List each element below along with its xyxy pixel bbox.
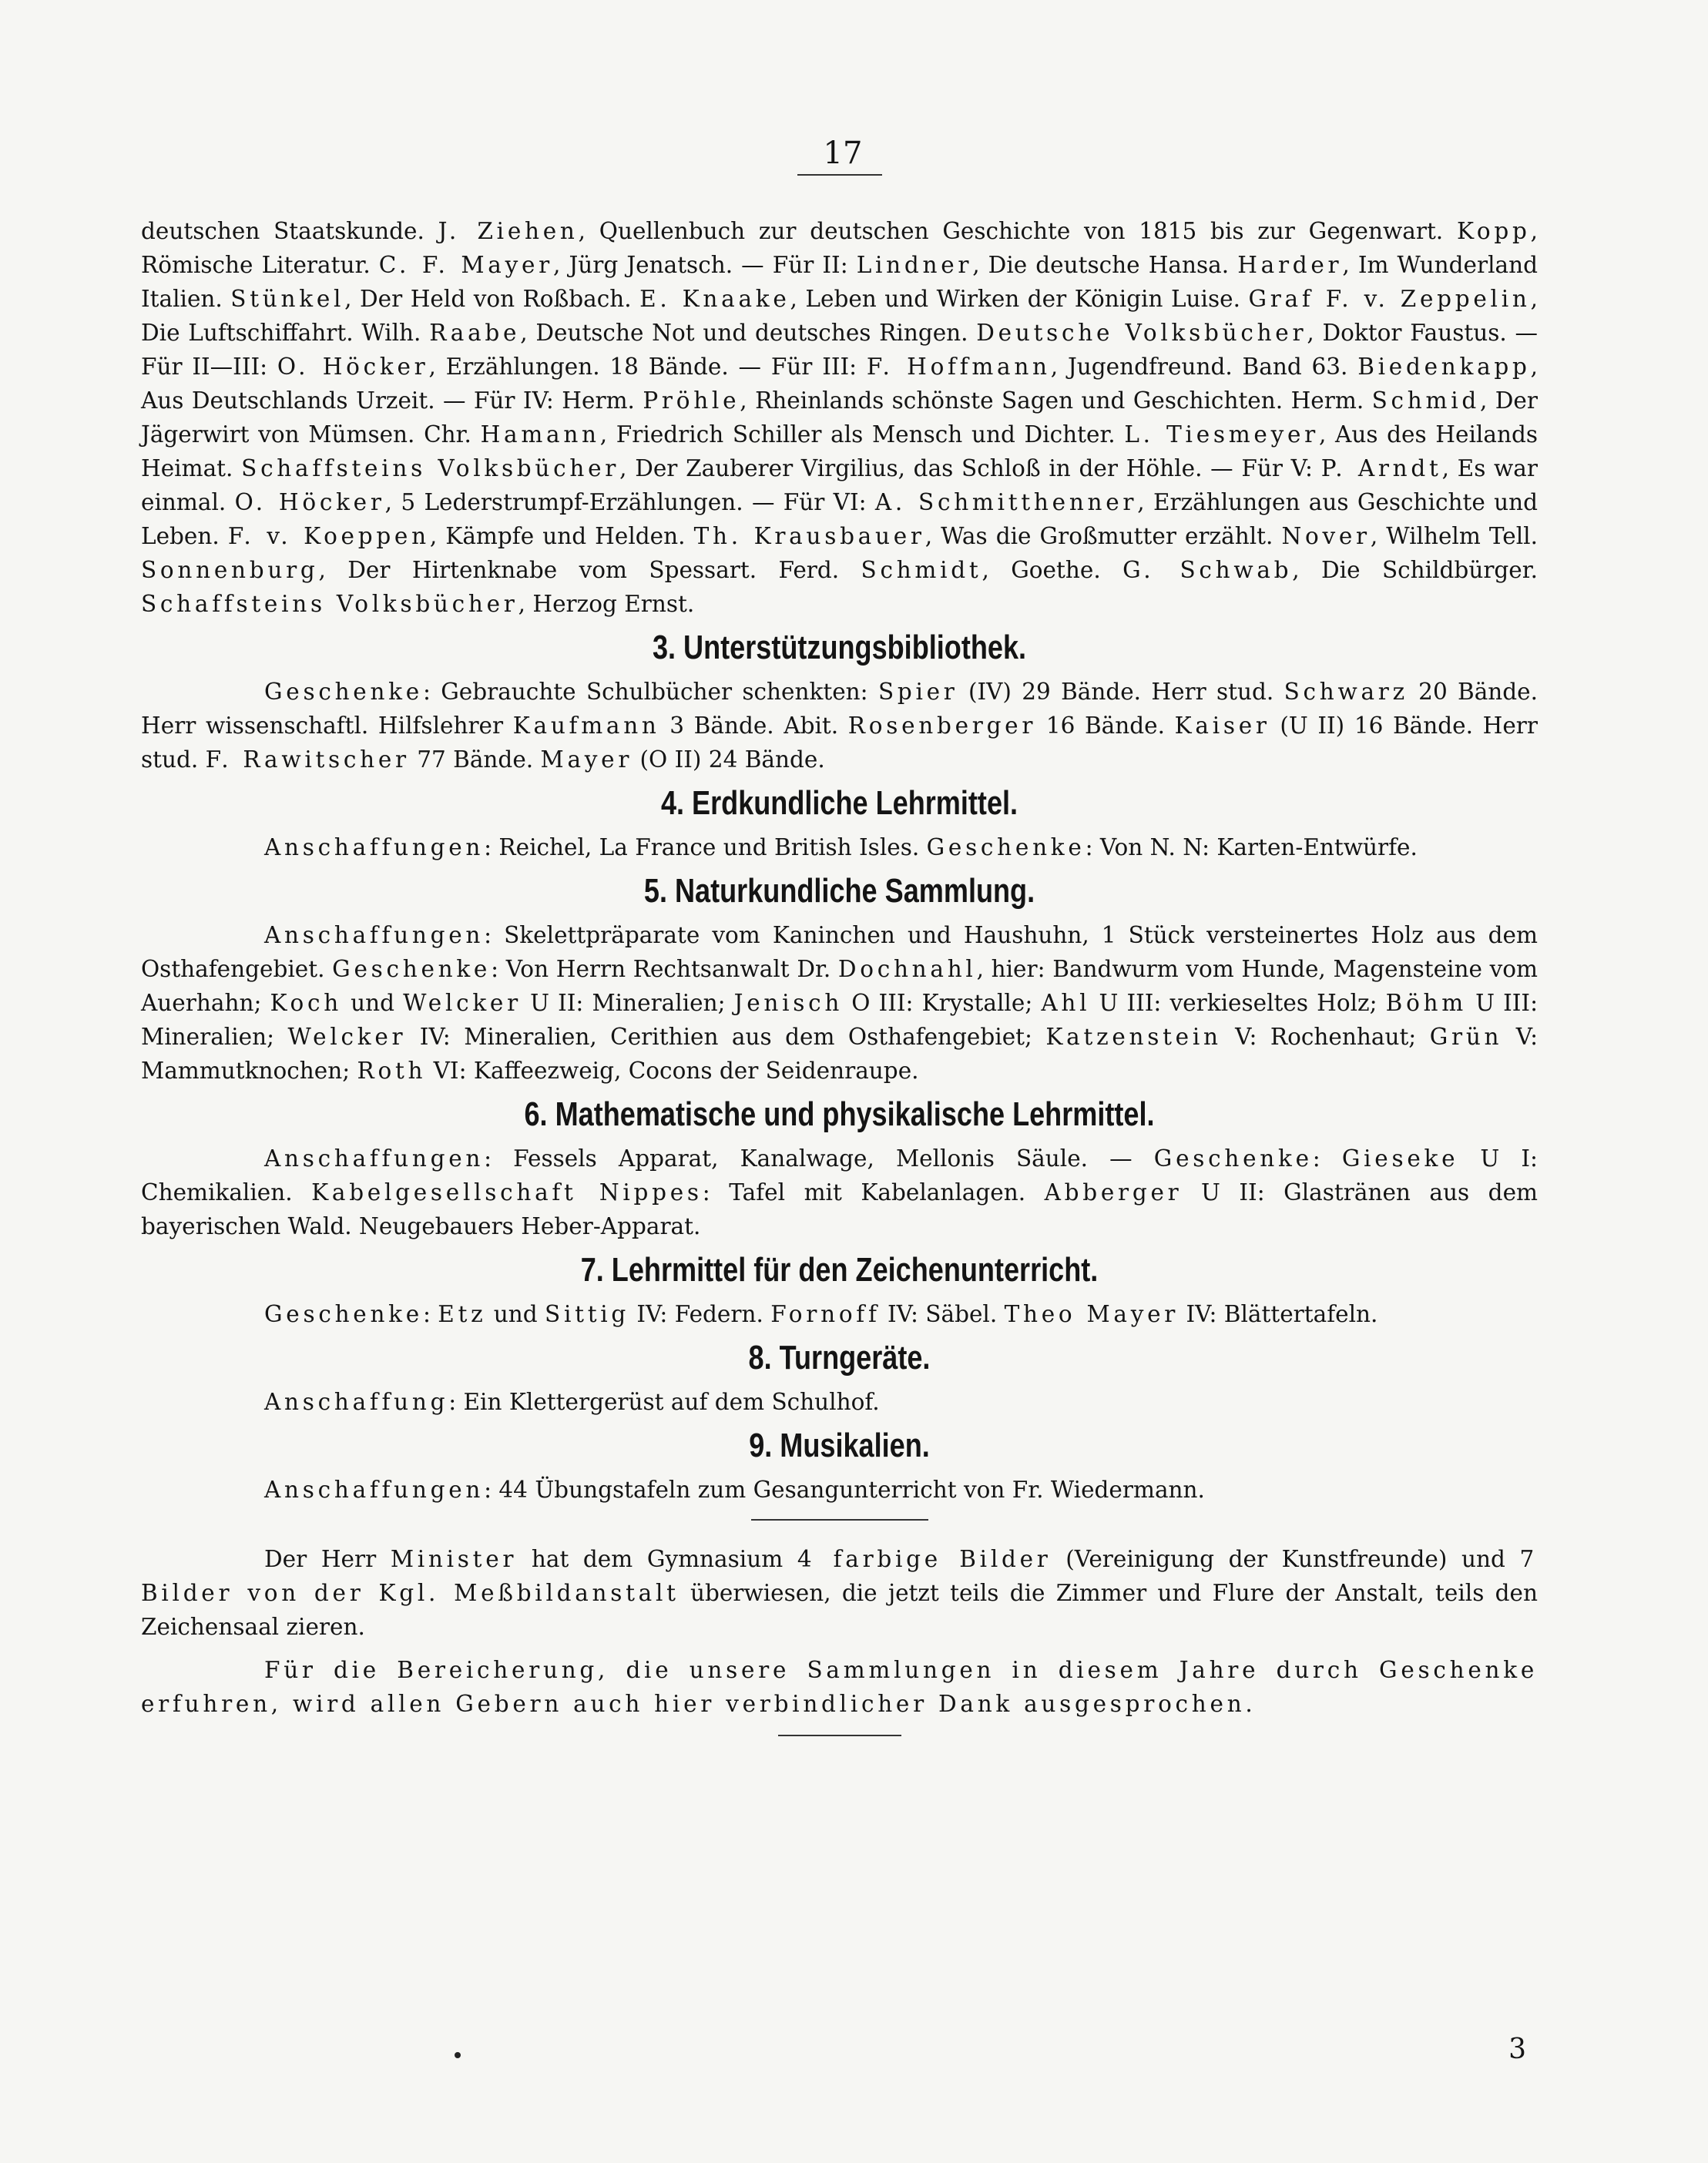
text-run: 77 Bände. [409, 746, 541, 773]
emphasized-name: Geschenke [264, 1301, 423, 1327]
emphasized-name: 7 Bilder von der Kgl. Meßbildanstalt [141, 1546, 1538, 1606]
text-run: , Goethe. [982, 557, 1123, 583]
emphasized-name: Schaffsteins Volksbücher [141, 591, 518, 617]
text-run: : [422, 1301, 438, 1327]
text-run: V: Mammutknochen; [141, 1024, 1539, 1084]
emphasized-name: Sonnenburg [141, 557, 319, 583]
text-run: : 44 Übungstafeln zum Gesangunterricht von Fr. Wiedermann. [484, 1477, 1205, 1503]
text-run: , Doktor Faustus. — Für II—III: [141, 320, 1539, 380]
section-paragraph [141, 1473, 1538, 1507]
emphasized-name: Ahl [1041, 990, 1091, 1016]
emphasized-name: F. Rawitscher [205, 746, 410, 773]
text-run: hat dem Gymnasium [517, 1546, 797, 1572]
emphasized-name: Schmid [1371, 387, 1480, 414]
section-heading: 5. Naturkundliche Sammlung. [643, 872, 1035, 910]
emphasized-name: Böhm [1385, 990, 1467, 1016]
text-run: , Leben und Wirken der Königin Luise. [790, 286, 1249, 312]
emphasized-name: C. F. Mayer [378, 252, 553, 278]
text-run: und [486, 1301, 545, 1327]
text-run: , Deutsche Not und deutsches Ringen. [520, 320, 977, 346]
text-run: U II: Glastränen aus dem bayerischen Wald. Neugebauers Heber-Apparat. [141, 1179, 1538, 1239]
emphasized-name: J. Ziehen [438, 218, 579, 244]
text-run: U III: verkieseltes Holz; [1090, 990, 1386, 1016]
emphasized-name: Schmidt [861, 557, 982, 583]
text-run: , Rheinlands schönste Sagen und Geschichten. Herm. [740, 387, 1372, 414]
emphasized-name: P. Arndt [1320, 455, 1442, 481]
emphasized-name: Gieseke [1341, 1145, 1459, 1172]
emphasized-name: Kaiser [1174, 713, 1270, 739]
text-run: , Es war einmal. [141, 455, 1538, 515]
closing-paragraph-thanks [141, 1653, 1538, 1721]
emphasized-name: Welcker [287, 1024, 407, 1050]
emphasized-name: Pröhle [643, 387, 740, 414]
text-run: U I: Chemikalien. [141, 1145, 1538, 1206]
intro-paragraph [141, 214, 1538, 621]
emphasized-name: Anschaffungen [264, 1145, 485, 1172]
emphasized-name: Spier [877, 679, 958, 705]
text-run: , Erzählungen aus Geschichte und Leben. [141, 489, 1538, 549]
text-run: , Der Held von Roßbach. [344, 286, 640, 312]
emphasized-name: Harder [1237, 252, 1343, 278]
text-run: , Römische Literatur. [141, 218, 1538, 278]
emphasized-name: Geschenke [332, 956, 492, 982]
emphasized-name: O. Höcker [277, 354, 429, 380]
emphasized-name: Hamann [480, 421, 600, 448]
emphasized-name: F. v. Koeppen [227, 523, 430, 549]
text-run: , Wilhelm Tell. [1370, 523, 1538, 549]
page-number-rule [797, 174, 882, 176]
emphasized-name: Geschenke [264, 679, 423, 705]
emphasized-name: A. Schmitthenner [874, 489, 1138, 515]
section-paragraph [141, 830, 1538, 864]
text-run: O III: Krystalle; [843, 990, 1042, 1016]
text-run: , Quellenbuch zur deutschen Geschichte von 1815 bis zur Gegenwart. [578, 218, 1457, 244]
text-run: : Gebrauchte Schulbücher schenkten: [422, 679, 878, 705]
emphasized-name: Schaffsteins Volksbücher [241, 455, 620, 481]
text-run: , Die Schildbürger. [1292, 557, 1539, 583]
emphasized-name: Anschaffung [264, 1389, 449, 1415]
text-run: : [1312, 1145, 1342, 1172]
text-run: , Friedrich Schiller als Mensch und Dichter. [599, 421, 1125, 448]
emphasized-name: Geschenke [1153, 1145, 1313, 1172]
section-paragraph [141, 1385, 1538, 1419]
emphasized-name: Abberger [1044, 1179, 1183, 1206]
emphasized-name: Katzenstein [1045, 1024, 1222, 1050]
emphasized-name: G. Schwab [1122, 557, 1293, 583]
text-run: , 5 Lederstrumpf-Erzählungen. — Für VI: [384, 489, 875, 515]
emphasized-name: L. Tiesmeyer [1124, 421, 1319, 448]
section-paragraph [141, 675, 1538, 776]
emphasized-name: Minister [390, 1546, 518, 1572]
text-run: : Fessels Apparat, Kanalwage, Mellonis Säule. — [484, 1145, 1154, 1172]
emphasized-name: Geschenke [926, 834, 1086, 860]
text-run: (O II) 24 Bände. [633, 746, 825, 773]
section-separator [751, 1519, 928, 1521]
emphasized-name: Th. Krausbauer [693, 523, 925, 549]
signature-mark: 3 [1508, 2034, 1526, 2065]
text-run: , Jugendfreund. Band 63. [1050, 354, 1358, 380]
ink-dot [455, 2052, 461, 2058]
emphasized-name: Kaufmann [512, 713, 660, 739]
emphasized-name: Kabelgesellschaft Nippes [311, 1179, 703, 1206]
text-run: V: Rochenhaut; [1221, 1024, 1430, 1050]
emphasized-name: Fornoff [770, 1301, 881, 1327]
emphasized-name: E. Knaake [639, 286, 790, 312]
text-run: 3 Bände. Abit. [659, 713, 848, 739]
emphasized-name: Kopp [1456, 218, 1531, 244]
emphasized-name: Nover [1281, 523, 1371, 549]
section-heading: 3. Unterstützungsbibliothek. [652, 629, 1027, 666]
section-paragraph [141, 1142, 1538, 1243]
emphasized-name: Jenisch [733, 990, 844, 1016]
text-run: , Die deutsche Hansa. [972, 252, 1238, 278]
section-heading: 6. Mathematische und physikalische Lehrmittel. [524, 1095, 1155, 1133]
text-run: IV: Säbel. [880, 1301, 1005, 1327]
text-run: , Erzählungen. 18 Bände. — Für III: [428, 354, 867, 380]
emphasized-name: Grün [1429, 1024, 1503, 1050]
emphasized-name: Stünkel [230, 286, 345, 312]
emphasized-name: Lindner [856, 252, 973, 278]
emphasized-name: Biedenkapp [1357, 354, 1531, 380]
page-content [141, 214, 1538, 1736]
text-run: IV: Federn. [629, 1301, 771, 1327]
text-run: , Herzog Ernst. [518, 591, 695, 617]
text-run: U III: Mineralien; [141, 990, 1539, 1050]
section-heading: 8. Turngeräte. [748, 1339, 931, 1377]
text-run: und [341, 990, 404, 1016]
text-run: 20 Bände. Herr wissenschaftl. Hilfslehrer [141, 679, 1539, 739]
emphasized-name: Rosenberger [847, 713, 1037, 739]
text-run: , Der Hirtenknabe vom Spessart. Ferd. [318, 557, 861, 583]
emphasized-name: Anschaffungen [264, 834, 485, 860]
text-run: (IV) 29 Bände. Herr stud. [958, 679, 1284, 705]
text-run: : Tafel mit Kabelanlagen. [702, 1179, 1045, 1206]
closing-paragraph-minister [141, 1542, 1538, 1644]
text-run: IV: Blättertafeln. [1179, 1301, 1378, 1327]
emphasized-name: Roth [357, 1058, 427, 1084]
text-run: Der Herr [264, 1546, 391, 1572]
text-run: überwiesen, die jetzt teils die Zimmer und Flure der Anstalt, teils den Zeichensaal zieren. [141, 1580, 1538, 1640]
text-run: deutschen Staatskunde. [141, 218, 438, 244]
page-number: 17 [823, 136, 863, 171]
text-run: , Der Jägerwirt von Mümsen. Chr. [141, 387, 1538, 448]
text-run: (Vereinigung der Kunstfreunde) und [1051, 1546, 1520, 1572]
text-run: , Aus Deutschlands Urzeit. — Für IV: Herm. [141, 354, 1538, 414]
emphasized-name: F. Hoffmann [866, 354, 1051, 380]
section-heading: 9. Musikalien. [749, 1427, 930, 1464]
emphasized-name: Sittig [545, 1301, 630, 1327]
emphasized-name: Welcker [403, 990, 522, 1016]
emphasized-name: O. Höcker [234, 489, 385, 515]
text-run: : Skelettpräparate vom Kaninchen und Haushuhn, 1 Stück versteinertes Holz aus dem Osthafengebiet. [141, 922, 1538, 982]
section-paragraph [141, 1297, 1538, 1331]
section-heading: 7. Lehrmittel für den Zeichenunterricht. [580, 1251, 1099, 1289]
text-run: , Kämpfe und Helden. [429, 523, 694, 549]
emphasized-name: Raabe [429, 320, 521, 346]
emphasized-name: Koch [270, 990, 342, 1016]
text-run: : Von N. N: Karten-Entwürfe. [1085, 834, 1418, 860]
text-run: , Aus des Heilands Heimat. [141, 421, 1538, 481]
text-run: VI: Kaffeezweig, Cocons der Seidenraupe. [426, 1058, 919, 1084]
emphasized-name: Graf F. v. Zeppelin [1248, 286, 1531, 312]
emphasized-name: Anschaffungen [264, 922, 485, 948]
section-paragraph [141, 918, 1538, 1088]
text-run: , Im Wunderland Italien. [141, 252, 1538, 312]
sections-container [141, 621, 1538, 1507]
end-separator [778, 1735, 901, 1736]
section-heading: 4. Erdkundliche Lehrmittel. [660, 784, 1018, 822]
emphasized-name: Anschaffungen [264, 1477, 485, 1503]
text-run: , hier: Bandwurm vom Hunde, Magensteine vom Auerhahn; [141, 956, 1538, 1016]
text-run: (U II) 16 Bände. Herr stud. [141, 713, 1538, 773]
emphasized-name: Theo Mayer [1004, 1301, 1179, 1327]
text-run: , Die Luftschiffahrt. Wilh. [141, 286, 1538, 346]
text-run: 16 Bände. [1036, 713, 1175, 739]
text-run: , Der Zauberer Virgilius, das Schloß in der Höhle. — Für V: [619, 455, 1321, 481]
text-run: : Ein Klettergerüst auf dem Schulhof. [448, 1389, 880, 1415]
text-run: , Jürg Jenatsch. — Für II: [553, 252, 857, 278]
emphasized-name: Deutsche Volksbücher [976, 320, 1307, 346]
emphasized-name: Dochnahl [837, 956, 977, 982]
text-run: : Reichel, La France und British Isles. [484, 834, 927, 860]
emphasized-name: Schwarz [1284, 679, 1408, 705]
text-run: IV: Mineralien, Cerithien aus dem Osthafengebiet; [406, 1024, 1046, 1050]
text-run: U II: Mineralien; [521, 990, 734, 1016]
text-run: , Was die Großmutter erzählt. [924, 523, 1282, 549]
emphasized-name: 4 farbige Bilder [797, 1546, 1052, 1572]
emphasized-name: Mayer [540, 746, 633, 773]
text-run: : Von Herrn Rechtsanwalt Dr. [491, 956, 838, 982]
emphasized-name: Etz [438, 1301, 487, 1327]
emphasized-name: Für die Bereicherung, die unsere Sammlungen in diesem Jahre durch Geschenke erfuhren, wird allen Gebern auch hier verbindlicher Dank ausgesprochen. [141, 1657, 1538, 1717]
